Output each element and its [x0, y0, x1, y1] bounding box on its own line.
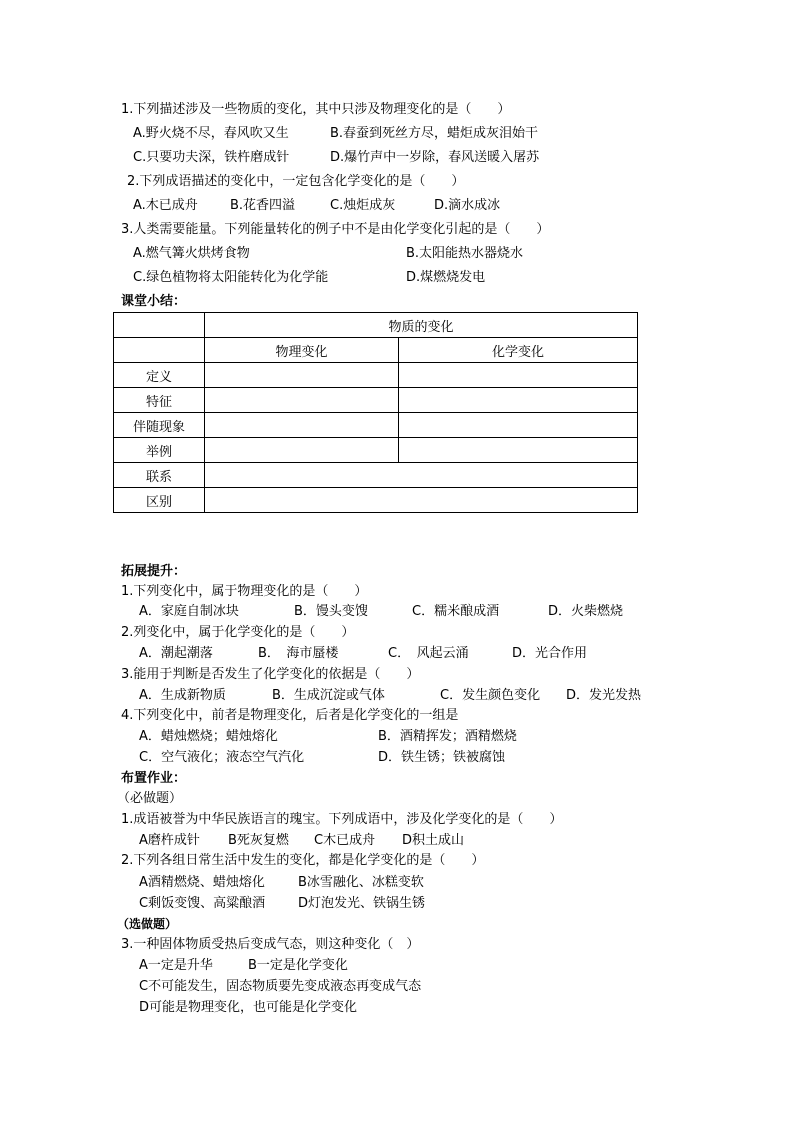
e1-option-c: C．糯米酿成酒	[412, 604, 500, 619]
table-cell	[205, 413, 399, 438]
e2-option-c: C． 风起云涌	[388, 646, 469, 661]
table-cell	[205, 438, 399, 463]
summary-heading: 课堂小结：	[121, 294, 187, 309]
table-cell-empty	[114, 313, 205, 338]
optional-label: （选做题）	[117, 917, 178, 931]
table-row	[114, 313, 638, 338]
e2-stem: 2.列变化中，属于化学变化的是（ ）	[121, 625, 355, 640]
table-cell	[205, 388, 399, 413]
table-row	[114, 413, 638, 438]
q1-option-d: D.爆竹声中一岁除，春风送暖入屠苏	[330, 150, 540, 165]
homework-heading: 布置作业：	[121, 771, 187, 786]
table-cell	[399, 413, 638, 438]
h3-stem: 3.一种固体物质受热后变成气态，则这种变化（ ）	[121, 937, 420, 952]
h2-option-a: A酒精燃烧、蜡烛熔化	[139, 875, 265, 890]
q2-option-d: D.滴水成冰	[434, 198, 501, 213]
h1-stem: 1.成语被誉为中华民族语言的瑰宝。下列成语中，涉及化学变化的是（ ）	[121, 812, 563, 827]
table-row	[114, 438, 638, 463]
row-label-phenomena: 伴随现象	[114, 413, 205, 438]
table-cell	[205, 488, 638, 513]
e2-option-a: A．潮起潮落	[139, 646, 213, 661]
q3-option-d: D.煤燃烧发电	[406, 270, 486, 285]
table-cell	[399, 363, 638, 388]
h1-option-b: B死灰复燃	[228, 833, 289, 848]
row-label-connection: 联系	[114, 463, 205, 488]
table-header-chemical: 化学变化	[399, 338, 638, 363]
e3-option-c: C．发生颜色变化	[440, 688, 541, 703]
table-cell	[399, 438, 638, 463]
e3-option-d: D．发光发热	[566, 688, 642, 703]
e1-stem: 1.下列变化中，属于物理变化的是（ ）	[121, 584, 368, 599]
e1-option-d: D．火柴燃烧	[548, 604, 624, 619]
q1-option-a: A.野火烧不尽，春风吹又生	[133, 126, 289, 141]
h1-option-d: D积土成山	[402, 833, 465, 848]
e1-option-b: B．馒头变馊	[294, 604, 368, 619]
table-header-changes: 物质的变化	[205, 313, 638, 338]
row-label-definition: 定义	[114, 363, 205, 388]
q1-option-c: C.只要功夫深，铁杵磨成针	[133, 150, 290, 165]
e1-option-a: A．家庭自制冰块	[139, 604, 239, 619]
extend-heading: 拓展提升：	[121, 564, 187, 579]
h2-option-b: B冰雪融化、冰糕变软	[298, 875, 424, 890]
table-cell	[205, 363, 399, 388]
h2-option-c: C剩饭变馊、高粱酿酒	[139, 896, 266, 911]
q3-option-b: B.太阳能热水器烧水	[406, 246, 524, 261]
h3-option-b: B一定是化学变化	[248, 958, 348, 973]
q2-stem: 2.下列成语描述的变化中，一定包含化学变化的是（ ）	[127, 174, 465, 189]
table-cell	[399, 388, 638, 413]
h3-option-d: D可能是物理变化，也可能是化学变化	[139, 1000, 358, 1015]
row-label-difference: 区别	[114, 488, 205, 513]
row-label-example: 举例	[114, 438, 205, 463]
e4-stem: 4.下列变化中，前者是物理变化，后者是化学变化的一组是	[121, 708, 459, 723]
h2-option-d: D灯泡发光、铁锅生锈	[298, 896, 426, 911]
e3-stem: 3.能用于判断是否发生了化学变化的依据是（ ）	[121, 667, 420, 682]
q3-stem: 3.人类需要能量。下列能量转化的例子中不是由化学变化引起的是（ ）	[121, 222, 550, 237]
e2-option-b: B． 海市蜃楼	[258, 646, 339, 661]
q1-option-b: B.春蚕到死丝方尽，蜡炬成灰泪始干	[330, 126, 539, 141]
h1-option-c: C木已成舟	[314, 833, 376, 848]
table-row	[114, 388, 638, 413]
summary-table	[113, 312, 638, 513]
h1-option-a: A磨杵成针	[139, 833, 200, 848]
table-header-physical: 物理变化	[205, 338, 399, 363]
h3-option-c: C不可能发生，固态物质要先变成液态再变成气态	[139, 979, 422, 994]
h2-stem: 2.下列各组日常生活中发生的变化，都是化学变化的是（ ）	[121, 853, 485, 868]
e4-option-a: A．蜡烛燃烧；蜡烛熔化	[139, 729, 278, 744]
row-label-feature: 特征	[114, 388, 205, 413]
table-row	[114, 363, 638, 388]
e3-option-a: A．生成新物质	[139, 688, 226, 703]
q1-stem: 1.下列描述涉及一些物质的变化，其中只涉及物理变化的是（ ）	[121, 102, 511, 117]
table-cell	[205, 463, 638, 488]
e4-option-c: C．空气液化；液态空气汽化	[139, 750, 305, 765]
h3-option-a: A一定是升华	[139, 958, 213, 973]
q3-option-c: C.绿色植物将太阳能转化为化学能	[133, 270, 329, 285]
table-row	[114, 488, 638, 513]
q2-option-c: C.烛炬成灰	[330, 198, 396, 213]
table-row	[114, 338, 638, 363]
e4-option-d: D．铁生锈；铁被腐蚀	[378, 750, 506, 765]
table-cell-empty	[114, 338, 205, 363]
table-row	[114, 463, 638, 488]
q2-option-a: A.木已成舟	[133, 198, 198, 213]
e2-option-d: D．光合作用	[512, 646, 588, 661]
q2-option-b: B.花香四溢	[230, 198, 296, 213]
e4-option-b: B．酒精挥发；酒精燃烧	[378, 729, 517, 744]
q3-option-a: A.燃气篝火烘烤食物	[133, 246, 250, 261]
required-label: （必做题）	[117, 791, 183, 806]
e3-option-b: B．生成沉淀或气体	[272, 688, 385, 703]
